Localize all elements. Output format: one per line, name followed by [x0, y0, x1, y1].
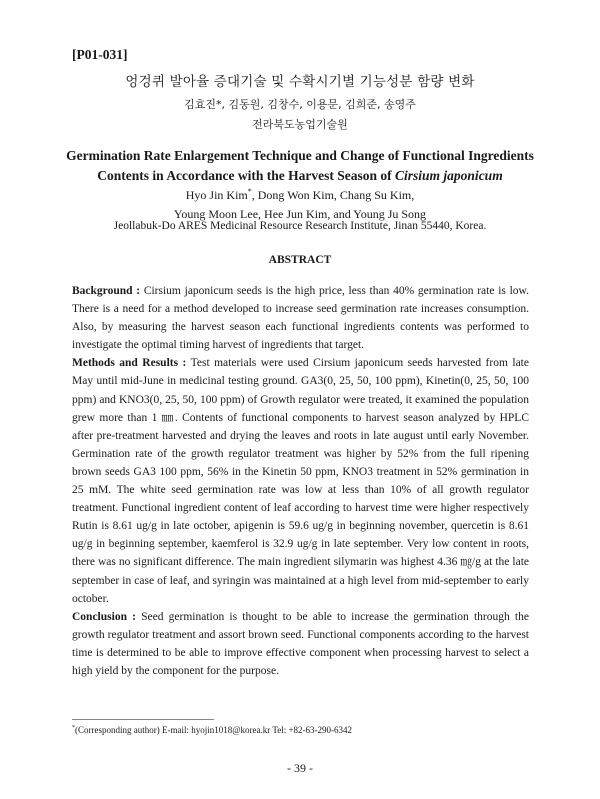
english-affiliation: Jeollabuk-Do ARES Medicinal Resource Research Institute, Jinan 55440, Korea.	[113, 220, 487, 232]
english-authors	[0, 182, 600, 224]
first-author: Hyo Jin Kim	[185, 188, 248, 202]
authors-line1-rest: , Dong Won Kim, Chang Su Kim,	[251, 188, 415, 202]
corresponding-mark: *	[247, 187, 252, 196]
abstract-body	[72, 282, 529, 680]
background-text: Cirsium japonicum seeds is the high price, less than 40% germination rate is low. There is a need for a method developed to increase seed germination rate increases consumption. Also, by measuring the harvest season each functional ingredients contents was performed to investigate the optimal timing harvest of ingredients that target.	[72, 285, 529, 352]
conclusion-text: Seed germination is thought to be able to increase the germination through the growth regulator treatment and assort brown seed. Functional components according to the harvest time is determined to be able to improve effective component when processing harvest to select a high yield by the component for the purpose.	[72, 610, 529, 677]
methods-paragraph	[72, 354, 529, 607]
korean-authors: 김효진*, 김동원, 김창수, 이용문, 김희준, 송영주	[184, 98, 416, 111]
species-name: Cirsium japonicum	[395, 168, 503, 183]
page-number: - 39 -	[287, 761, 313, 775]
methods-label: Methods and Results :	[72, 357, 187, 370]
english-title	[0, 146, 600, 186]
conclusion-paragraph	[72, 608, 529, 680]
footnote-divider	[72, 719, 214, 720]
background-paragraph	[72, 282, 529, 354]
footnote-mark: *	[72, 725, 75, 731]
korean-title: 엉겅퀴 발아율 증대기술 및 수확시기별 기능성분 함량 변화	[125, 74, 475, 90]
english-title-line1: Germination Rate Enlargement Technique and Change of Functional Ingredients	[66, 148, 534, 163]
english-authors-line1	[0, 182, 600, 205]
poster-code: [P01-031]	[72, 47, 128, 62]
background-label: Background :	[72, 285, 141, 297]
footnote-text: (Corresponding author) E-mail: hyojin1018@korea.kr Tel: +82-63-290-6342	[75, 725, 353, 735]
conclusion-label: Conclusion :	[72, 610, 136, 623]
english-authors-line2: Young Moon Lee, Hee Jun Kim, and Young Ju Song	[173, 207, 427, 221]
english-title-prefix: Contents in Accordance with the Harvest Season of	[97, 168, 396, 183]
footnote	[72, 725, 352, 735]
korean-affiliation: 전라북도농업기술원	[252, 118, 348, 131]
abstract-heading: ABSTRACT	[268, 254, 332, 266]
methods-text: Test materials were used Cirsium japonicum seeds harvested from late May until mid-June in medicinal testing ground. GA3(0, 25, 50, 100 ppm), Kinetin(0, 25, 50, 100 ppm) and KNO3(0, 25, 50, 100 ppm) of Growth regulator were treated, it examined the population grew more than 1 ㎜. Contents of functional components to harvest season analyzed by HPLC after pre-treatment harvested and drying the leaves and roots in late august until early November. Germination rate of the growth regulator treatment was higher by 52% from the full ripening brown seeds GA3 100 ppm, 56% in the Kinetin 50 ppm, KNO3 treatment in 52% germination in 25 mM. The white seed germination rate was low at less than 10% of all growth regulator treatment. Functional ingredient content of leaf according to harvest time were higher respectively Rutin is 8.61 ug/g in late october, apigenin is 59.6 ug/g in beginning november, quercetin is 8.61 ug/g in beginning september, kaemferol is 32.9 ug/g in late september. Very low content in roots, there was no significant difference. The main ingredient silymarin was highest 4.36 ㎎/g at the late september in case of leaf, and syringin was maintained at a high level from mid-september to early october.	[72, 357, 529, 605]
